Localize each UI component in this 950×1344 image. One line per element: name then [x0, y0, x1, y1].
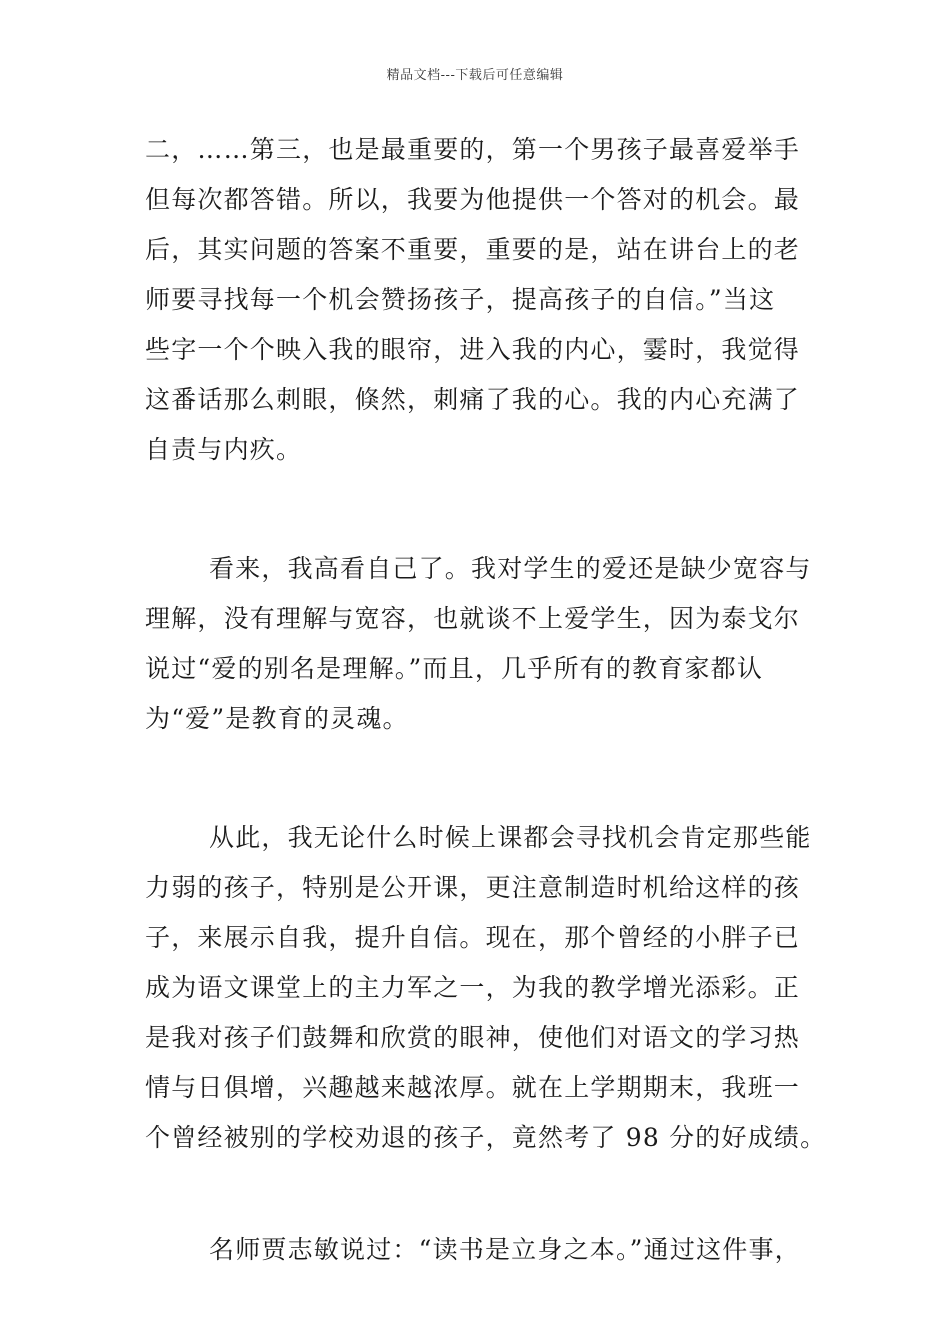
text-line: 说过“爱的别名是理解。”而且，几乎所有的教育家都认	[145, 654, 764, 683]
text-line: 从此，我无论什么时候上课都会寻找机会肯定那些能	[209, 823, 812, 852]
text-line: 为“爱”是教育的灵魂。	[145, 704, 409, 733]
document-body	[145, 125, 827, 1275]
paragraph-3	[145, 813, 827, 1163]
text-line: 情与日俱增，兴趣越来越浓厚。就在上学期期末，我班一	[145, 1073, 801, 1102]
text-line: 后，其实问题的答案不重要，重要的是，站在讲台上的老	[145, 235, 801, 264]
paragraph-spacer	[145, 744, 810, 813]
text-line: 师要寻找每一个机会赞扬孩子，提高孩子的自信。”当这	[145, 285, 776, 314]
page-header: 精品文档---下载后可任意编辑	[386, 68, 564, 83]
text-line: 自责与内疚。	[145, 435, 303, 464]
text-line: 个曾经被别的学校劝退的孩子，竟然考了 98 分的好成绩。	[145, 1123, 827, 1152]
text-line: 二，……第三，也是最重要的，第一个男孩子最喜爱举手	[145, 135, 801, 164]
text-line: 子，来展示自我，提升自信。现在，那个曾经的小胖子已	[145, 923, 801, 952]
text-line: 些字一个个映入我的眼帘，进入我的内心，霎时，我觉得	[145, 335, 801, 364]
text-line: 这番话那么刺眼，倏然，刺痛了我的心。我的内心充满了	[145, 385, 801, 414]
paragraph-spacer	[145, 1163, 810, 1225]
paragraph-1	[145, 125, 810, 475]
text-line: 理解，没有理解与宽容，也就谈不上爱学生，因为泰戈尔	[145, 604, 801, 633]
paragraph-spacer	[145, 475, 810, 544]
paragraph-2	[145, 544, 810, 744]
text-line: 名师贾志敏说过：“读书是立身之本。”通过这件事，	[209, 1235, 801, 1264]
text-line: 但每次都答错。所以，我要为他提供一个答对的机会。最	[145, 185, 801, 214]
paragraph-4	[145, 1225, 810, 1275]
text-line: 看来，我高看自己了。我对学生的爱还是缺少宽容与	[209, 554, 812, 583]
text-line: 成为语文课堂上的主力军之一，为我的教学增光添彩。正	[145, 973, 801, 1002]
text-line: 是我对孩子们鼓舞和欣赏的眼神，使他们对语文的学习热	[145, 1023, 801, 1052]
text-line: 力弱的孩子，特别是公开课，更注意制造时机给这样的孩	[145, 873, 801, 902]
